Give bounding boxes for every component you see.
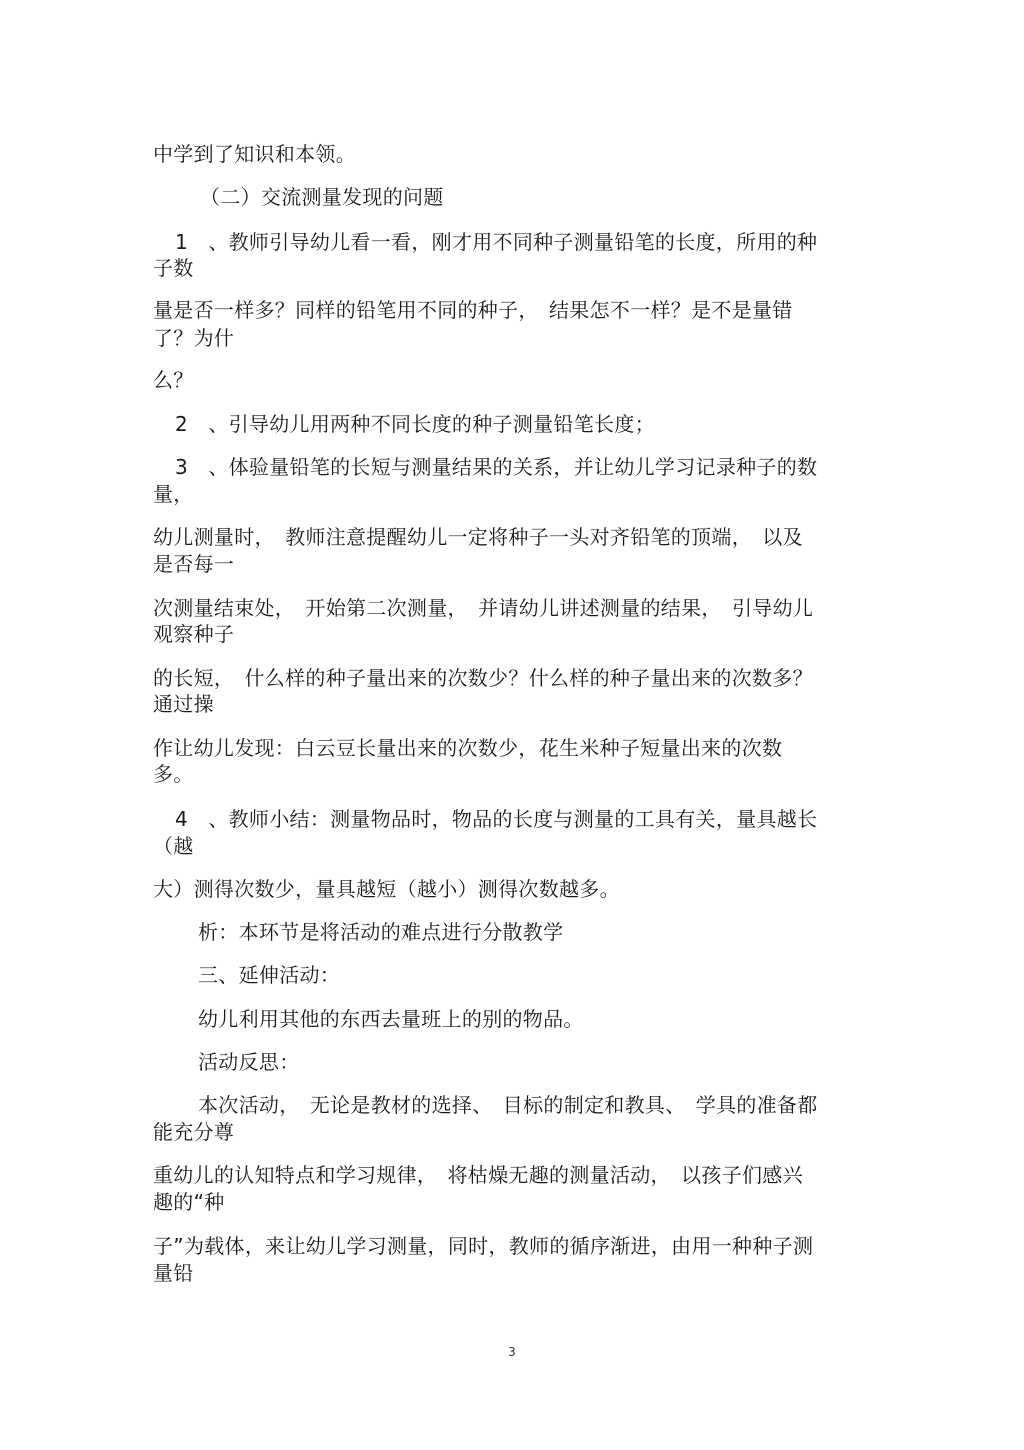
text-line: 析：本环节是将活动的难点进行分散教学 xyxy=(198,920,564,944)
text-line: 幼儿测量时， 教师注意提醒幼儿一定将种子一头对齐铅笔的顶端， 以及 xyxy=(153,525,803,549)
text-line: 是否每一 xyxy=(153,552,235,576)
text-line: 本次活动， 无论是教材的选择、 目标的制定和教具、 学具的准备都 xyxy=(198,1093,818,1117)
text-line: 能充分尊 xyxy=(153,1120,235,1144)
text-line: 次测量结束处， 开始第二次测量， 并请幼儿讲述测量的结果， 引导幼儿 xyxy=(153,596,814,620)
text-line: 幼儿利用其他的东西去量班上的别的物品。 xyxy=(198,1007,584,1031)
text-line: 子”为载体，来让幼儿学习测量，同时，教师的循序渐进，由用一种种子测 xyxy=(153,1234,814,1258)
text-line: 子数 xyxy=(153,256,194,280)
text-line: 观察种子 xyxy=(153,622,235,646)
text-line: 了？为什 xyxy=(153,326,235,350)
text-line: 量， xyxy=(153,482,194,506)
text-line: 么？ xyxy=(153,368,194,392)
text-line: 量铅 xyxy=(153,1261,194,1285)
page-number: 3 xyxy=(508,1345,516,1359)
text-line: 的长短， 什么样的种子量出来的次数少？什么样的种子量出来的次数多？ xyxy=(153,666,813,690)
text-line: 4 、教师小结：测量物品时，物品的长度与测量的工具有关，量具越长 xyxy=(175,807,818,831)
section-heading: 活动反思： xyxy=(198,1050,300,1074)
text-line: 量是否一样多？同样的铅笔用不同的种子， 结果怎不一样？是不是量错 xyxy=(153,298,793,322)
text-line: 中学到了知识和本领。 xyxy=(153,142,356,166)
text-line: 重幼儿的认知特点和学习规律， 将枯燥无趣的测量活动， 以孩子们感兴 xyxy=(153,1163,803,1187)
text-line: 作让幼儿发现：白云豆长量出来的次数少，花生米种子短量出来的次数 xyxy=(153,736,783,760)
section-heading: 三、延伸活动： xyxy=(198,963,341,987)
text-line: 3 、体验量铅笔的长短与测量结果的关系，并让幼儿学习记录种子的数 xyxy=(175,455,818,479)
text-line: 大）测得次数少，量具越短（越小）测得次数越多。 xyxy=(153,877,620,901)
section-heading: （二）交流测量发现的问题 xyxy=(200,185,444,209)
text-line: 多。 xyxy=(153,762,194,786)
text-line: 趣的“种 xyxy=(153,1190,225,1214)
text-line: 通过操 xyxy=(153,692,214,716)
text-line: 1 、教师引导幼儿看一看，刚才用不同种子测量铅笔的长度，所用的种 xyxy=(175,230,818,254)
text-line: （越 xyxy=(153,834,194,858)
text-line: 2 、引导幼儿用两种不同长度的种子测量铅笔长度； xyxy=(175,412,655,436)
